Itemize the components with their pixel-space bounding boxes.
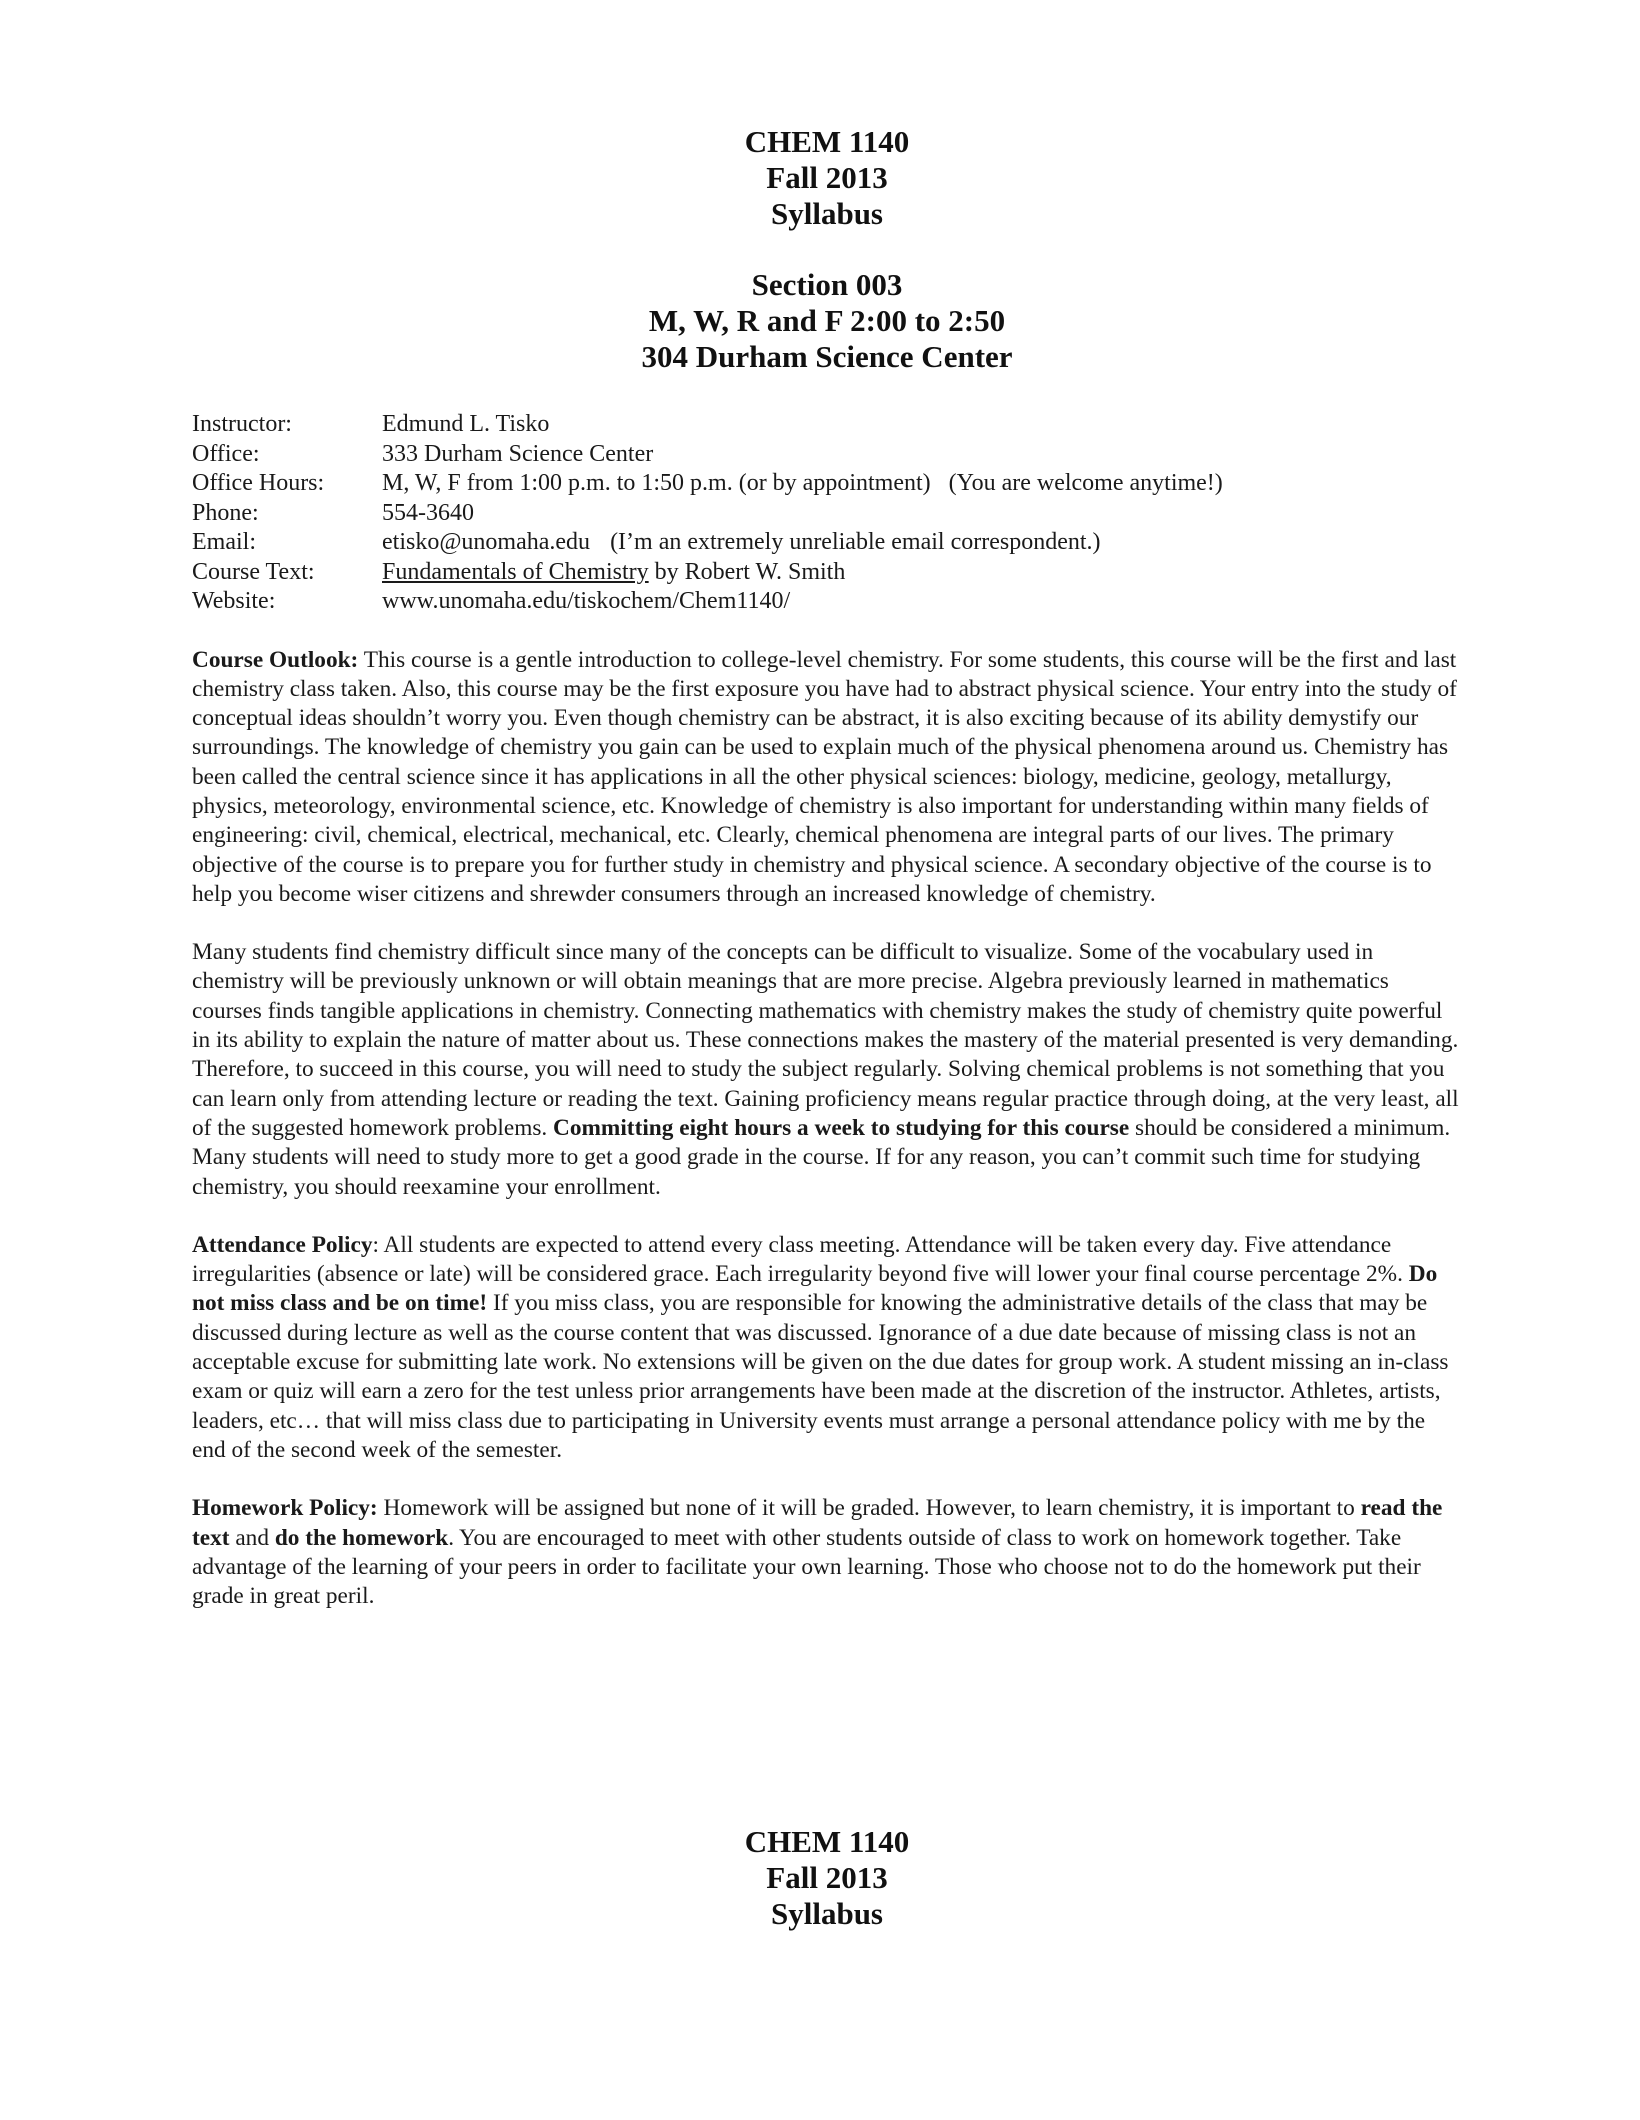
doc-type-title: Syllabus [770, 196, 883, 231]
info-row-instructor [192, 410, 1223, 440]
info-row-hours [192, 469, 1223, 499]
phone-label: Phone: [192, 499, 259, 526]
schedule-title: M, W, R and F 2:00 to 2:50 [648, 303, 1006, 338]
course-text-author: by Robert W. Smith [648, 558, 846, 585]
location-title: 304 Durham Science Center [641, 339, 1013, 374]
footer-doc-type-title: Syllabus [770, 1896, 883, 1931]
attendance-paragraph [192, 1231, 1462, 1465]
hours-value: M, W, F from 1:00 p.m. to 1:50 p.m. (or by appointment) (You are welcome anytime!) [382, 470, 1223, 496]
difficulty-body-before: Many students find chemistry difficult since many of the concepts can be difficult to visualize. Some of the vocabulary used in chemistry will be previously unknown or will obtain meanings that are more precise. Algebra previously learned in mathematics courses finds tangible applications in chemistry. Connecting mathematics with chemistry makes the study of chemistry quite powerful in its ability to explain the nature of matter about us. These connections makes the mastery of the material presented is very demanding. Therefore, to succeed in this course, you will need to study the subject regularly. Solving chemical problems is not something that you can learn only from attending lecture or reading the text. Gaining proficiency means regular practice through doing, at the very least, all of the suggested homework problems. [192, 939, 1459, 1141]
title-block [192, 124, 1462, 375]
footer-course-title: CHEM 1140 [744, 1824, 910, 1859]
syllabus-page [192, 124, 1462, 1931]
email-note: (I’m an extremely unreliable email correspondent.) [610, 529, 1101, 555]
instructor-label: Instructor: [192, 411, 292, 437]
course-info-table [192, 410, 1223, 617]
homework-heading: Homework Policy: [192, 1495, 378, 1522]
homework-body-3: . You are encouraged to meet with other students outside of class to work on homework together. Take advantage of the learning of your peers in order to facilitate your own learning. Those who choose not to do the homework put their grade in great peril. [192, 1524, 1421, 1610]
difficulty-paragraph [192, 938, 1462, 1202]
info-row-phone [192, 499, 1223, 529]
office-value: 333 Durham Science Center [382, 440, 654, 467]
info-row-email [192, 528, 1223, 558]
footer-term-title: Fall 2013 [766, 1860, 888, 1895]
difficulty-body-after: should be considered a minimum. Many students will need to study more to get a good grade in the course. If for any reason, you can’t commit such time for studying chemistry, you should reexamine your enrollment. [192, 1114, 1451, 1200]
course-title: CHEM 1140 [744, 124, 910, 159]
attendance-body-bold: Do not miss class and be on time! [192, 1261, 1438, 1317]
attendance-body-before: : All students are expected to attend every class meeting. Attendance will be taken every day. Five attendance irregularities (absence or late) will be considered grace. Each irregularity beyond five will lower your final course percentage 2%. [192, 1231, 1409, 1288]
homework-body-1: Homework will be assigned but none of it will be graded. However, to learn chemistry, it is important to [377, 1495, 1361, 1522]
course-outlook-body: This course is a gentle introduction to college-level chemistry. For some students, this course will be the first and last chemistry class taken. Also, this course may be the first exposure you have had to abstract physical science. Your entry into the study of conceptual ideas shouldn’t worry you. Even though chemistry can be abstract, it is also exciting because of its ability demystify our surroundings. The knowledge of chemistry you gain can be used to explain much of the physical phenomena around us. Chemistry has been called the central science since it has applications in all the other physical sciences: biology, medicine, geology, metallurgy, physics, meteorology, environmental science, etc. Knowledge of chemistry is also important for understanding within many fields of engineering: civil, chemical, electrical, mechanical, etc. Clearly, chemical phenomena are integral parts of our lives. The primary objective of the course is to prepare you for further study in chemistry and physical science. A secondary objective of the course is to help you become wiser citizens and shrewder consumers through an increased knowledge of chemistry. [192, 646, 1457, 907]
section-title: Section 003 [751, 267, 903, 302]
website-label: Website: [192, 588, 276, 614]
hours-label: Office Hours: [192, 470, 325, 496]
info-row-office [192, 440, 1223, 470]
instructor-value: Edmund L. Tisko [382, 411, 550, 437]
homework-bold-2: do the homework [274, 1524, 449, 1551]
homework-paragraph [192, 1494, 1462, 1611]
text-label: Course Text: [192, 558, 315, 585]
email-value[interactable]: etisko@unomaha.edu [382, 529, 591, 555]
website-value[interactable]: www.unomaha.edu/tiskochem/Chem1140/ [382, 588, 791, 614]
email-label: Email: [192, 529, 256, 555]
office-label: Office: [192, 440, 260, 467]
course-outlook-paragraph [192, 646, 1462, 910]
course-text-title: Fundamentals of Chemistry [382, 558, 649, 585]
attendance-body-after: If you miss class, you are responsible for knowing the administrative details of the class that may be discussed during lecture as well as the course content that was discussed. Ignorance of a due date because of missing class is not an acceptable excuse for submitting late work. No extensions will be given on the due dates for group work. A student missing an in-class exam or quiz will earn a zero for the test unless prior arrangements have been made at the discretion of the instructor. Athletes, artists, leaders, etc… that will miss class due to participating in University events must arrange a personal attendance policy with me by the end of the second week of the semester. [192, 1290, 1449, 1463]
homework-bold-1: read the text [192, 1495, 1443, 1551]
attendance-heading: Attendance Policy [192, 1231, 373, 1258]
homework-body-2: and [229, 1524, 275, 1551]
info-row-text [192, 558, 1223, 588]
footer-title-block [192, 1824, 1462, 1932]
difficulty-body-bold: Committing eight hours a week to studying for this course [553, 1114, 1130, 1141]
course-outlook-heading: Course Outlook: [192, 646, 359, 673]
term-title: Fall 2013 [766, 160, 888, 195]
phone-value: 554-3640 [382, 499, 474, 526]
info-row-website [192, 587, 1223, 617]
